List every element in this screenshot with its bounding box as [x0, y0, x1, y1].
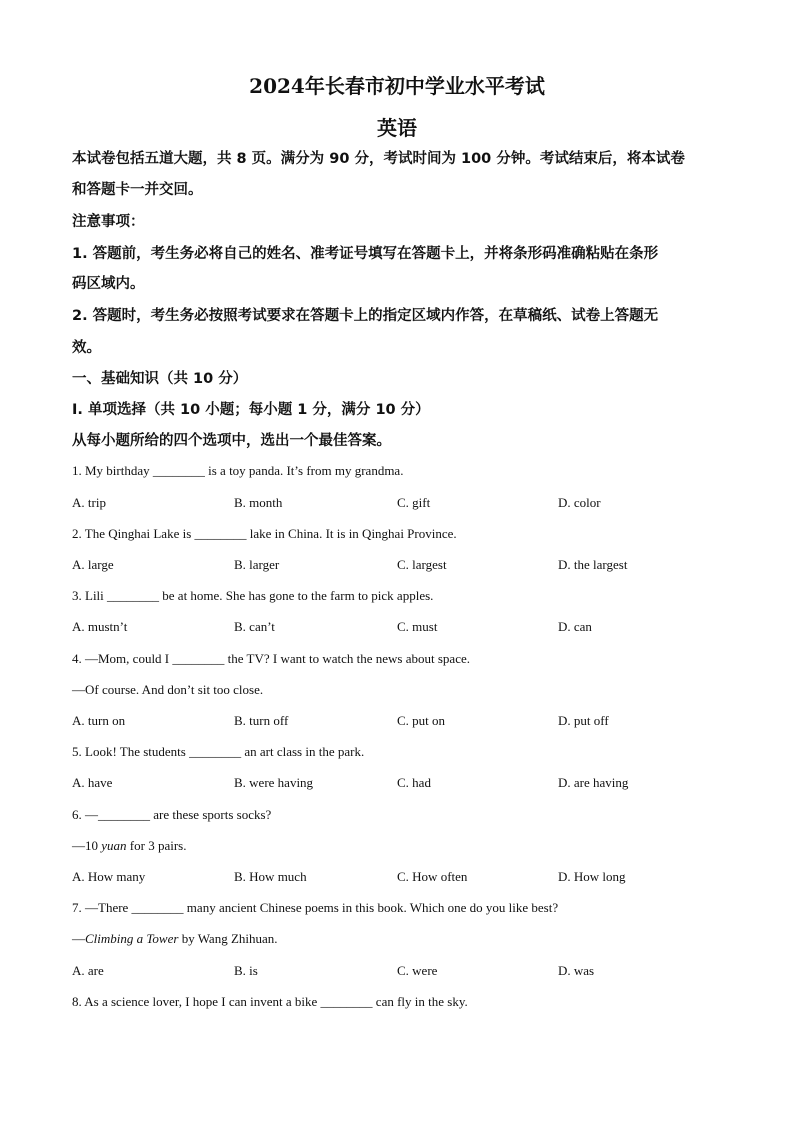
exam-title: 2024年长春市初中学业水平考试	[249, 74, 545, 98]
q1-option-c: C. gift	[397, 495, 431, 510]
q3-option-c: C. must	[397, 619, 438, 634]
question-3: 3. Lili ________ be at home. She has gone to the farm to pick apples.	[72, 588, 434, 603]
q5-option-c: C. had	[397, 775, 431, 790]
q3-option-a: A. mustn’t	[72, 619, 128, 634]
question-6-response: —10 yuan for 3 pairs.	[72, 838, 187, 853]
q6-option-a: A. How many	[72, 869, 146, 884]
question-4: 4. —Mom, could I ________ the TV? I want to watch the news about space.	[72, 651, 470, 666]
q4-option-b: B. turn off	[234, 713, 289, 728]
q1-option-a: A. trip	[72, 495, 106, 510]
instruction: 从每小题所给的四个选项中，选出一个最佳答案。	[72, 433, 391, 449]
q2-option-b: B. larger	[234, 557, 280, 572]
notice-item-1-line-1: 1. 答题前，考生务必将自己的姓名、准考证号填写在答题卡上，并将条形码准确粘贴在条形	[72, 246, 659, 262]
q7-option-a: A. are	[72, 963, 104, 978]
q4-option-a: A. turn on	[72, 713, 126, 728]
q6-option-b: B. How much	[234, 869, 307, 884]
q1-option-d: D. color	[558, 495, 601, 510]
section-heading: 一、基础知识（共 10 分）	[72, 371, 248, 387]
q7-option-b: B. is	[234, 963, 258, 978]
q4-option-d: D. put off	[558, 713, 609, 728]
notice-item-2-line-1: 2. 答题时，考生务必按照考试要求在答题卡上的指定区域内作答，在草稿纸、试卷上答题无	[72, 308, 659, 324]
question-1: 1. My birthday ________ is a toy panda. It’s from my grandma.	[72, 463, 404, 478]
notice-item-1-line-2: 码区域内。	[72, 276, 145, 292]
q3-option-d: D. can	[558, 619, 592, 634]
q1-option-b: B. month	[234, 495, 283, 510]
q6-option-d: D. How long	[558, 869, 626, 884]
question-6: 6. —________ are these sports socks?	[72, 807, 272, 822]
q7-option-d: D. was	[558, 963, 595, 978]
q5-option-b: B. were having	[234, 775, 314, 790]
intro-line-1: 本试卷包括五道大题，共 8 页。满分为 90 分，考试时间为 100 分钟。考试结束后，将本试卷	[72, 151, 685, 167]
q3-option-b: B. can’t	[234, 619, 275, 634]
q6-option-c: C. How often	[397, 869, 468, 884]
question-8: 8. As a science lover, I hope I can invent a bike ________ can fly in the sky.	[72, 994, 468, 1009]
q4-option-c: C. put on	[397, 713, 446, 728]
q7-option-c: C. were	[397, 963, 438, 978]
notice-item-2-line-2: 效。	[72, 340, 101, 356]
question-2: 2. The Qinghai Lake is ________ lake in China. It is in Qinghai Province.	[72, 526, 457, 541]
q5-option-d: D. are having	[558, 775, 629, 790]
question-7: 7. —There ________ many ancient Chinese poems in this book. Which one do you like best?	[72, 900, 559, 915]
question-7-response: —Climbing a Tower by Wang Zhihuan.	[72, 931, 278, 946]
part-heading: Ⅰ. 单项选择（共 10 小题；每小题 1 分，满分 10 分）	[72, 402, 430, 418]
intro-line-2: 和答题卡一并交回。	[72, 182, 203, 198]
q5-option-a: A. have	[72, 775, 113, 790]
q2-option-c: C. largest	[397, 557, 447, 572]
q2-option-a: A. large	[72, 557, 114, 572]
subject-title: 英语	[377, 116, 417, 140]
question-4-response: —Of course. And don’t sit too close.	[72, 682, 264, 697]
q2-option-d: D. the largest	[558, 557, 628, 572]
notice-heading: 注意事项：	[72, 214, 145, 230]
question-5: 5. Look! The students ________ an art class in the park.	[72, 744, 365, 759]
